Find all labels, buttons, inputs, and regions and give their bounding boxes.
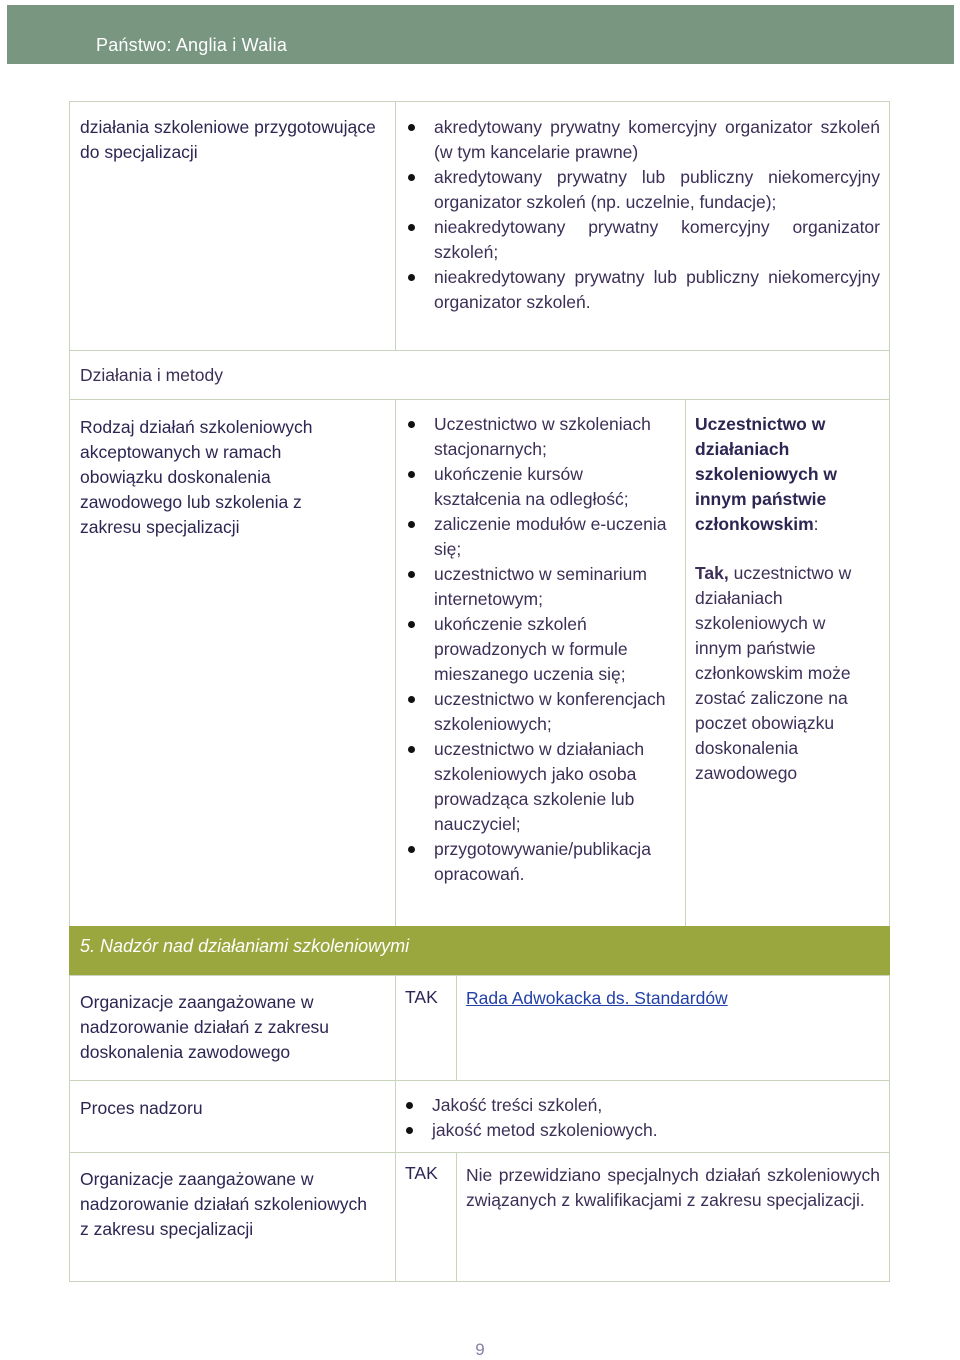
row5-label: Organizacje zaangażowane w nadzorowanie działań szkoleniowych z zakresu specjalizacji (80, 1169, 367, 1239)
other-state-heading-text: Uczestnictwo w działaniach szkoleniowych w innym państwie członkowskim (695, 414, 837, 534)
other-state-answer-text: uczestnictwo w działaniach szkoleniowych w innym państwie członkowskim może zostać zaliczone na poczet obowiązku doskonalenia zawodowego (695, 563, 852, 783)
row1-label: działania szkoleniowe przygotowujące do specjalizacji (80, 117, 376, 162)
row5-text: Nie przewidziano specjalnych działań szkoleniowych związanych z kwalifikacjami z zakresu specjalizacji. (466, 1165, 880, 1210)
list-item: akredytowany prywatny komercyjny organizator szkoleń (w tym kancelarie prawne) (402, 115, 880, 165)
row3-answer: TAK (405, 987, 438, 1007)
row5-answer: TAK (405, 1163, 438, 1183)
row1-bullet-list (402, 115, 880, 315)
row1-label-cell (69, 101, 396, 351)
list-item: zaliczenie modułów e-uczenia się; (402, 512, 672, 562)
list-item: uczestnictwo w seminarium internetowym; (402, 562, 672, 612)
row4-label-cell (69, 1080, 396, 1153)
other-state-answer (695, 561, 875, 786)
row2-list-cell (395, 399, 686, 927)
list-item: nieakredytowany prywatny komercyjny organizator szkoleń; (402, 215, 880, 265)
row2-other-state-cell (685, 399, 890, 927)
country-title: Państwo: Anglia i Walia (96, 35, 288, 55)
list-item: Uczestnictwo w szkoleniach stacjonarnych; (402, 412, 672, 462)
page-number: 9 (475, 1340, 485, 1359)
list-item: przygotowywanie/publikacja opracowań. (402, 837, 672, 887)
row4-content-cell (395, 1080, 890, 1153)
row2-bullet-list (402, 412, 672, 887)
other-state-heading (695, 412, 870, 537)
list-item: jakość metod szkoleniowych. (400, 1118, 870, 1143)
row5-label-cell (69, 1152, 396, 1282)
list-item: uczestnictwo w konferencjach szkoleniowych; (402, 687, 672, 737)
row5-text-cell (456, 1152, 890, 1282)
row-cpd-supervision-orgs (69, 975, 890, 1081)
list-item: nieakredytowany prywatny lub publiczny niekomercyjny organizator szkoleń. (402, 265, 880, 315)
row3-label: Organizacje zaangażowane w nadzorowanie działań z zakresu doskonalenia zawodowego (80, 992, 330, 1062)
row3-answer-cell (395, 975, 457, 1081)
list-item: ukończenie szkoleń prowadzonych w formule mieszanego uczenia się; (402, 612, 672, 687)
row1-content-cell (395, 101, 890, 351)
row-preparatory-training (69, 101, 890, 351)
row5-answer-cell (395, 1152, 457, 1282)
other-state-answer-yes: Tak, (695, 563, 729, 583)
list-item: uczestnictwo w działaniach szkoleniowych jako osoba prowadząca szkolenie lub nauczyciel; (402, 737, 672, 837)
list-item: Jakość treści szkoleń, (400, 1093, 870, 1118)
section-dzialania-title: Działania i metody (80, 365, 223, 385)
row3-link-cell (456, 975, 890, 1081)
page-header (7, 5, 954, 64)
row-specialization-supervision-orgs (69, 1152, 890, 1282)
row3-label-cell (69, 975, 396, 1081)
bar-standards-board-link[interactable]: Rada Adwokacka ds. Standardów (466, 988, 728, 1008)
row-supervision-process (69, 1080, 890, 1153)
row4-label: Proces nadzoru (80, 1098, 203, 1118)
section5-band (69, 926, 890, 975)
row4-bullet-list (400, 1093, 870, 1143)
list-item: ukończenie kursów kształcenia na odległość; (402, 462, 672, 512)
section-dzialania-cell (69, 350, 890, 400)
row-training-types (69, 399, 890, 927)
section5-title: 5. Nadzór nad działaniami szkoleniowymi (80, 936, 410, 956)
other-state-heading-colon: : (813, 514, 819, 534)
list-item: akredytowany prywatny lub publiczny niekomercyjny organizator szkoleń (np. uczelnie, fundacje); (402, 165, 880, 215)
row2-label-cell (69, 399, 396, 927)
row2-label: Rodzaj działań szkoleniowych akceptowanych w ramach obowiązku doskonalenia zawodowego lub szkolenia z zakresu specjalizacji (80, 417, 313, 537)
